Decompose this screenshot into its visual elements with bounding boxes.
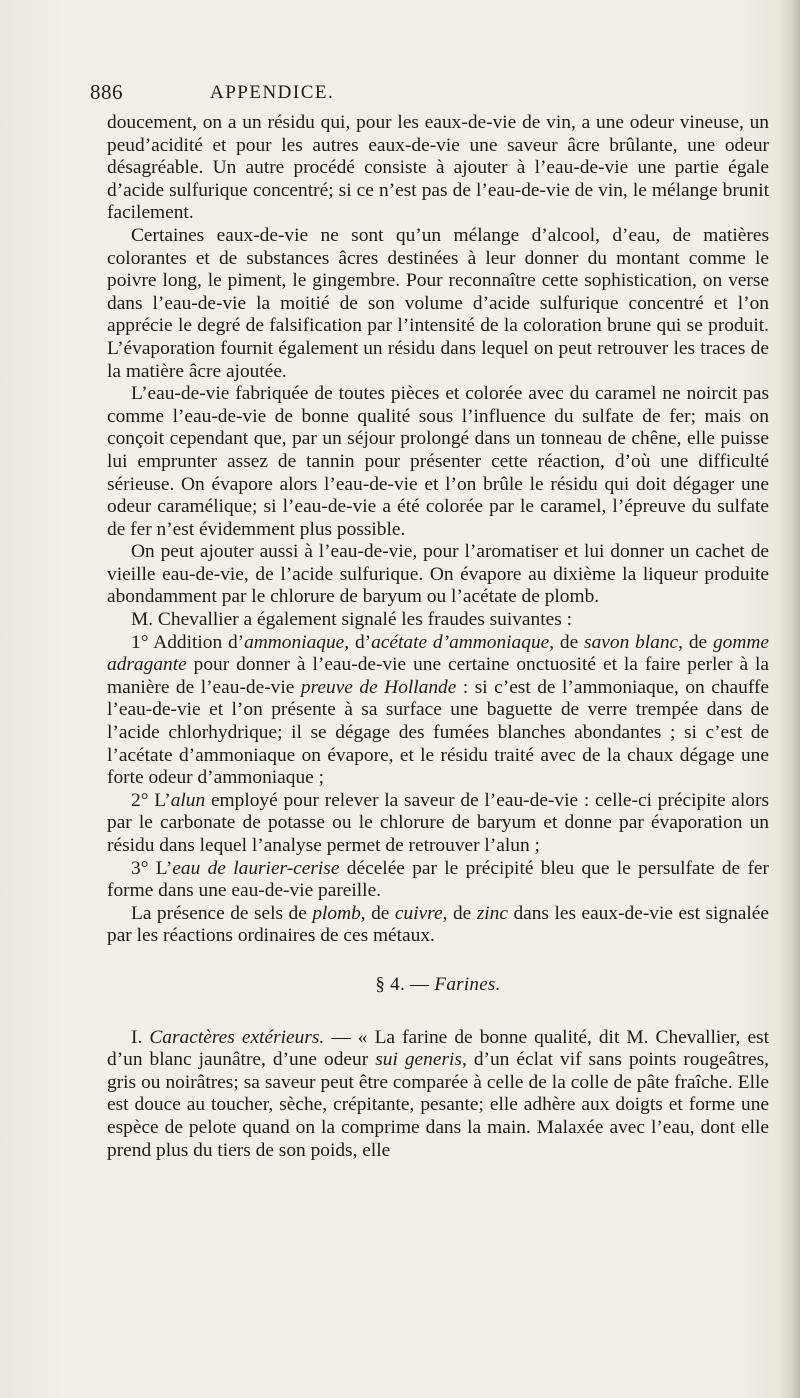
- paragraph: On peut ajouter aussi à l’eau-de-vie, pour l’aromatiser et lui donner un cachet de vieille eau-de-vie, de l’acide sulfurique. On évapore au dixième la liqueur produite abondamment par le chlorure de baryum ou l’acétate de plomb.: [107, 541, 769, 608]
- paragraph-text: — « La farine de bonne qualité, dit M. Chevallier, est d’un blanc jaunâtre, d’une odeur: [107, 1026, 769, 1071]
- page-header: [90, 80, 780, 110]
- subsection-number: I.: [131, 1026, 150, 1048]
- page-edge-shadow: [778, 0, 800, 1398]
- list-item: [107, 858, 769, 903]
- list-text: , d’: [344, 631, 372, 653]
- list-text: dans les eaux-de-vie est signalée par les réactions ordinaires de ces métaux.: [107, 902, 769, 947]
- list-item: [107, 790, 769, 858]
- italic-term: gomme adragante: [107, 631, 769, 676]
- section-number: § 4. —: [375, 973, 435, 995]
- paragraph: [107, 903, 769, 948]
- list-text: , de: [549, 631, 585, 653]
- body-text: [107, 112, 769, 1162]
- list-text: : si c’est de l’ammoniaque, on chauffe l’eau-de-vie et l’on présente à sa surface une baguette de verre trempée dans de l’acide chlorhydrique; il se dégage des fumées blanches abondantes ; si c’est de l’acétate d’ammoniaque on évapore, et le résidu traité avec de la chaux dégage une forte odeur d’ammoniaque ;: [107, 676, 770, 789]
- italic-term: ammoniaque: [244, 631, 345, 653]
- list-item: [107, 632, 769, 790]
- paragraph: M. Chevallier a également signalé les fraudes suivantes :: [131, 609, 572, 631]
- list-text: , de: [678, 631, 713, 653]
- italic-term: alun: [170, 789, 206, 811]
- italic-term: acétate d’ammoniaque: [371, 631, 550, 653]
- list-text: pour donner à l’eau-de-vie une certaine onctuosité et la faire perler à la manière de l’eau-de-vie: [107, 654, 769, 698]
- page-number: 886: [90, 80, 123, 104]
- list-text: décelée par le précipité bleu que le persulfate de fer forme dans une eau-de-vie pareille.: [107, 857, 769, 902]
- running-head: APPENDICE.: [210, 82, 335, 103]
- italic-term: preuve de Hollande: [300, 676, 457, 698]
- paragraph: doucement, on a un résidu qui, pour les eaux-de-vie de vin, a une odeur vineuse, un peud’acidité et pour les autres eaux-de-vie une saveur âcre brûlante, une odeur désagréable. Un autre procédé consiste à ajouter à l’eau-de-vie une partie égale d’acide sulfurique concentré; si ce n’est pas de l’eau-de-vie de vin, le mélange brunit facilement.: [107, 112, 769, 224]
- list-text: La présence de sels de: [131, 902, 313, 924]
- subsection-heading: Caractères extérieurs.: [149, 1026, 325, 1048]
- italic-term: savon blanc: [584, 631, 679, 653]
- paragraph: L’eau-de-vie fabriquée de toutes pièces et colorée avec du caramel ne noircit pas comme l’eau-de-vie de bonne qualité sous l’influence du sulfate de fer; mais on conçoit cependant que, par un séjour prolongé dans un tonneau de chêne, elle puisse lui emprunter assez de tannin pour présenter cette réaction, d’où une difficulté sérieuse. On évapore alors l’eau-de-vie et l’on brûle le résidu qui doit dégager une odeur caramélique; si l’eau-de-vie a été colorée par le caramel, l’épreuve du sulfate de fer n’est évidemment plus possible.: [107, 383, 769, 540]
- list-text: employé pour relever la saveur de l’eau-de-vie : celle-ci précipite alors par le carbonate de potasse ou le chlorure de baryum et donne par évaporation un résidu dans lequel l’analyse permet de retrouver l’alun ;: [107, 789, 769, 856]
- section-title: Farines.: [434, 973, 501, 995]
- italic-term: eau de laurier-cerise: [172, 857, 340, 879]
- list-text: , de: [442, 902, 477, 924]
- italic-term: sui generis: [375, 1049, 462, 1071]
- italic-term: zinc: [476, 902, 508, 924]
- list-text: 2° L’: [131, 789, 171, 811]
- italic-term: plomb: [312, 902, 361, 924]
- italic-term: cuivre: [394, 902, 443, 924]
- list-text: 1° Addition d’: [131, 631, 245, 653]
- paragraph: [107, 1027, 769, 1163]
- paragraph: Certaines eaux-de-vie ne sont qu’un mélange d’alcool, d’eau, de matières colorantes et de substances âcres destinées à leur donner du montant comme le poivre long, le piment, le gingembre. Pour reconnaître cette sophistication, on verse dans l’eau-de-vie la moitié de son volume d’acide sulfurique concentré et l’on apprécie le degré de falsification par l’intensité de la coloration brune qui se produit. L’évaporation fournit également un résidu dans lequel on peut retrouver les traces de la matière âcre ajoutée.: [107, 224, 769, 382]
- list-text: 3° L’: [131, 857, 173, 879]
- section-heading: [107, 974, 769, 997]
- paragraph-text: , d’un éclat vif sans points rougeâtres, gris ou noirâtres; sa saveur peut être comparée à celle de la colle de pâte fraîche. Elle est douce au toucher, sèche, crépitante, pesante; elle adhère aux doigts et forme une espèce de pelote quand on la comprime dans la main. Malaxée avec l’eau, dont elle prend plus du tiers de son poids, elle: [107, 1049, 769, 1161]
- list-text: , de: [360, 902, 395, 924]
